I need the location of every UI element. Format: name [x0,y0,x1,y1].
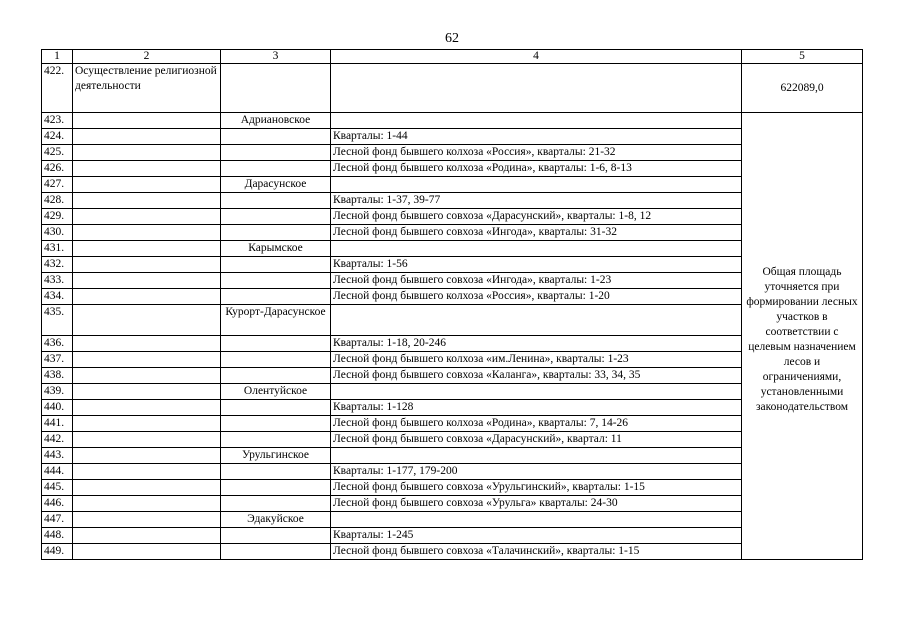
row-number: 423. [42,113,73,129]
quarters-cell: Кварталы: 1-18, 20-246 [331,336,742,352]
purpose-cell [73,161,221,177]
row-number: 436. [42,336,73,352]
settlement-cell [221,225,331,241]
area-value: 622089,0 [742,64,863,113]
quarters-cell: Лесной фонд бывшего совхоза «Дарасунский», кварталы: 1-8, 12 [331,209,742,225]
settlement-cell [221,368,331,384]
quarters-cell [331,177,742,193]
quarters-cell: Лесной фонд бывшего совхоза «Урульгинский», кварталы: 1-15 [331,480,742,496]
settlement-cell: Курорт-Дарасунское [221,305,331,336]
table-row [42,273,863,289]
quarters-cell [331,448,742,464]
settlement-cell [221,544,331,560]
quarters-cell: Лесной фонд бывшего колхоза «Россия», кварталы: 1-20 [331,289,742,305]
purpose-cell [73,432,221,448]
row-number: 424. [42,129,73,145]
row-number: 434. [42,289,73,305]
settlement-cell [221,209,331,225]
table-row [42,368,863,384]
quarters-cell: Лесной фонд бывшего совхоза «Ингода», кварталы: 1-23 [331,273,742,289]
quarters-cell: Кварталы: 1-56 [331,257,742,273]
row-number: 431. [42,241,73,257]
purpose-cell [73,336,221,352]
purpose-cell: Осуществление религиозной деятельности [73,64,221,113]
row-number: 445. [42,480,73,496]
settlement-cell [221,496,331,512]
row-number: 441. [42,416,73,432]
settlement-cell [221,64,331,113]
settlement-cell [221,416,331,432]
row-number: 438. [42,368,73,384]
settlement-cell [221,257,331,273]
purpose-cell [73,528,221,544]
settlement-cell: Дарасунское [221,177,331,193]
settlement-cell [221,480,331,496]
forest-table [41,49,863,560]
table-row [42,305,863,336]
purpose-cell [73,241,221,257]
table-row [42,432,863,448]
settlement-cell: Карымское [221,241,331,257]
quarters-cell [331,384,742,400]
quarters-cell: Лесной фонд бывшего колхоза «им.Ленина», кварталы: 1-23 [331,352,742,368]
row-number: 430. [42,225,73,241]
settlement-cell: Адриановское [221,113,331,129]
purpose-cell [73,400,221,416]
table-row [42,289,863,305]
table-row [42,193,863,209]
purpose-cell [73,225,221,241]
settlement-cell: Урульгинское [221,448,331,464]
row-number: 437. [42,352,73,368]
table-row [42,161,863,177]
purpose-cell [73,352,221,368]
quarters-cell [331,512,742,528]
table-row [42,480,863,496]
purpose-cell [73,113,221,129]
row-number: 426. [42,161,73,177]
settlement-cell [221,273,331,289]
table-row [42,544,863,560]
table-row [42,384,863,400]
purpose-cell [73,448,221,464]
row-number: 429. [42,209,73,225]
table-row [42,448,863,464]
settlement-cell: Олентуйское [221,384,331,400]
header-cell: 5 [742,50,863,64]
area-note: Общая площадь уточняется при формировании лесных участков в соответствии с целевым назначением лесов и ограничениями, установленными законодательством [742,113,863,560]
row-number: 448. [42,528,73,544]
settlement-cell [221,193,331,209]
quarters-cell: Лесной фонд бывшего колхоза «Родина», кварталы: 1-6, 8-13 [331,161,742,177]
row-number: 432. [42,257,73,273]
table-row [42,257,863,273]
settlement-cell [221,145,331,161]
purpose-cell [73,480,221,496]
purpose-cell [73,177,221,193]
purpose-cell [73,193,221,209]
row-number: 439. [42,384,73,400]
purpose-cell [73,209,221,225]
table-row [42,129,863,145]
table-row [42,336,863,352]
settlement-cell [221,336,331,352]
row-number: 447. [42,512,73,528]
purpose-cell [73,384,221,400]
row-number: 435. [42,305,73,336]
purpose-cell [73,257,221,273]
table-row [42,352,863,368]
quarters-cell: Кварталы: 1-44 [331,129,742,145]
quarters-cell: Лесной фонд бывшего совхоза «Ингода», кварталы: 31-32 [331,225,742,241]
table-row [42,400,863,416]
settlement-cell [221,129,331,145]
row-number: 446. [42,496,73,512]
quarters-cell [331,113,742,129]
row-number: 428. [42,193,73,209]
table-row [42,528,863,544]
settlement-cell [221,528,331,544]
quarters-cell: Лесной фонд бывшего совхоза «Урульга» кварталы: 24-30 [331,496,742,512]
purpose-cell [73,273,221,289]
header-row [42,50,863,64]
row-number: 440. [42,400,73,416]
purpose-cell [73,368,221,384]
purpose-cell [73,512,221,528]
settlement-cell [221,464,331,480]
settlement-cell [221,352,331,368]
quarters-cell [331,64,742,113]
row-number: 442. [42,432,73,448]
quarters-cell: Лесной фонд бывшего совхоза «Каланга», кварталы: 33, 34, 35 [331,368,742,384]
row-number: 444. [42,464,73,480]
table-row [42,209,863,225]
table-row [42,464,863,480]
quarters-cell: Лесной фонд бывшего совхоза «Дарасунский», квартал: 11 [331,432,742,448]
quarters-cell: Кварталы: 1-245 [331,528,742,544]
purpose-cell [73,145,221,161]
table-row [42,177,863,193]
purpose-cell [73,416,221,432]
table-row [42,64,863,113]
header-cell: 1 [42,50,73,64]
page-number: 62 [445,31,459,46]
row-number: 422. [42,64,73,113]
table-row [42,113,863,129]
quarters-cell [331,241,742,257]
table-row [42,225,863,241]
row-number: 433. [42,273,73,289]
purpose-cell [73,129,221,145]
quarters-cell [331,305,742,336]
table-row [42,512,863,528]
table-row [42,241,863,257]
table-row [42,416,863,432]
settlement-cell [221,400,331,416]
row-number: 449. [42,544,73,560]
header-cell: 3 [221,50,331,64]
purpose-cell [73,496,221,512]
header-cell: 2 [73,50,221,64]
row-number: 443. [42,448,73,464]
settlement-cell [221,161,331,177]
header-cell: 4 [331,50,742,64]
quarters-cell: Кварталы: 1-37, 39-77 [331,193,742,209]
quarters-cell: Кварталы: 1-177, 179-200 [331,464,742,480]
table-row [42,145,863,161]
quarters-cell: Лесной фонд бывшего колхоза «Россия», кварталы: 21-32 [331,145,742,161]
purpose-cell [73,289,221,305]
quarters-cell: Лесной фонд бывшего колхоза «Родина», кварталы: 7, 14-26 [331,416,742,432]
settlement-cell [221,432,331,448]
settlement-cell: Эдакуйское [221,512,331,528]
purpose-cell [73,544,221,560]
quarters-cell: Лесной фонд бывшего совхоза «Талачинский», кварталы: 1-15 [331,544,742,560]
row-number: 425. [42,145,73,161]
purpose-cell [73,305,221,336]
table-row [42,496,863,512]
purpose-cell [73,464,221,480]
row-number: 427. [42,177,73,193]
settlement-cell [221,289,331,305]
quarters-cell: Кварталы: 1-128 [331,400,742,416]
